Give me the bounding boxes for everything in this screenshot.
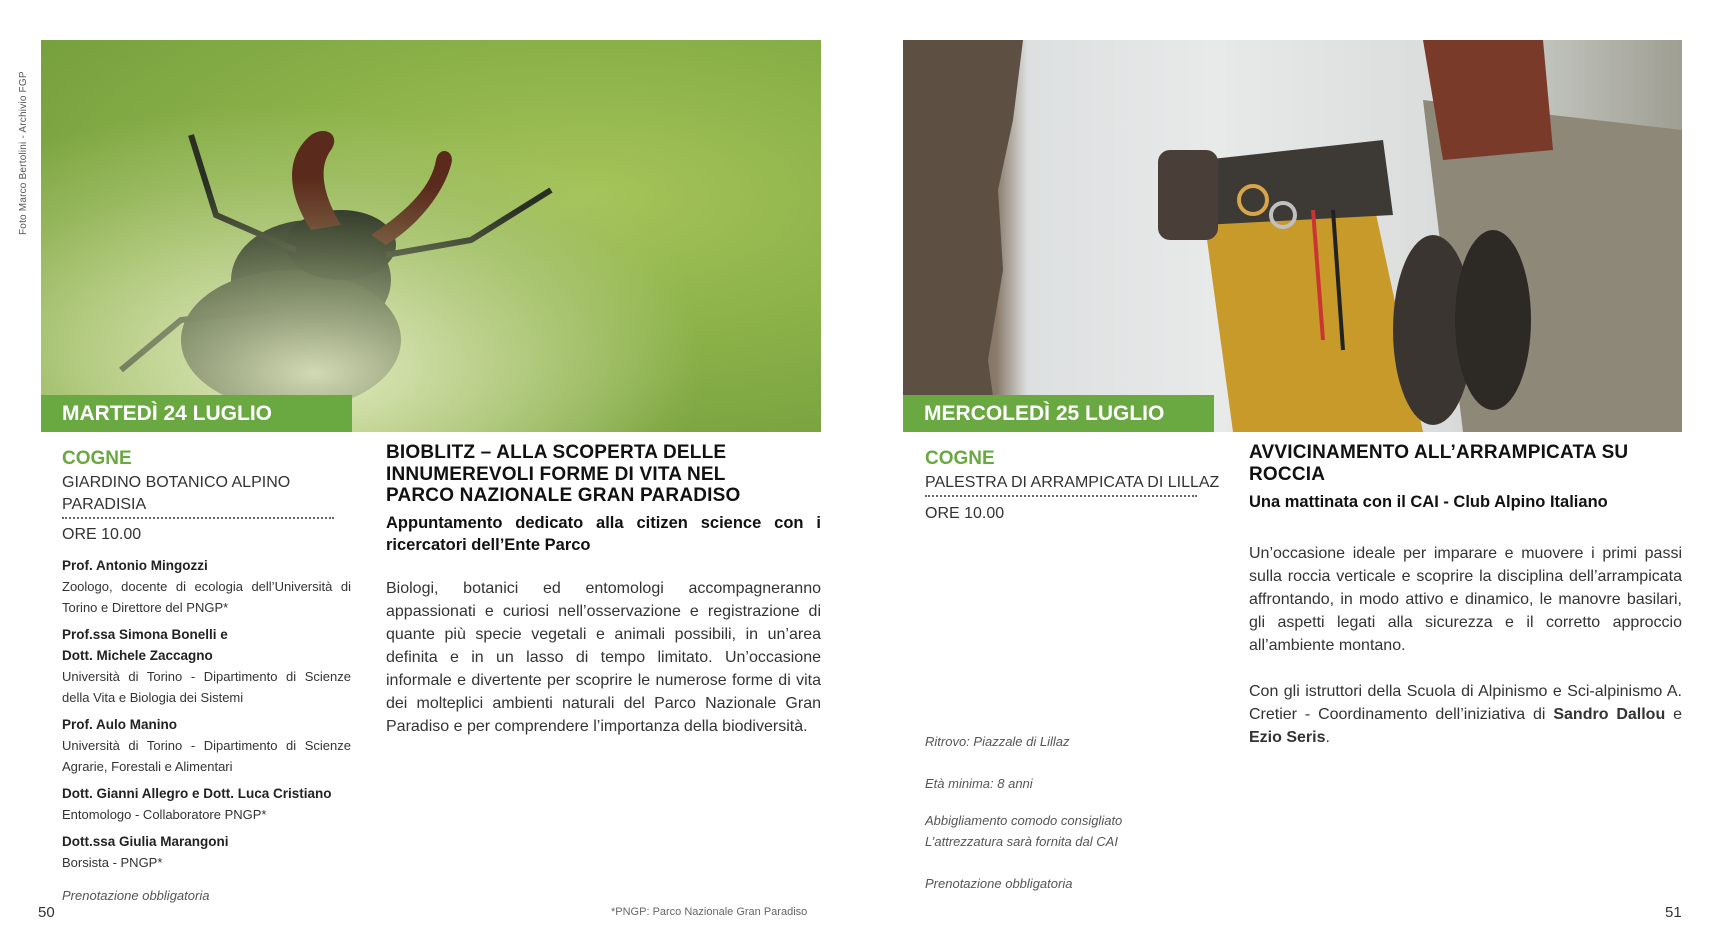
event-place: COGNE	[925, 448, 995, 469]
event-date-banner: MARTEDÌ 24 LUGLIO	[41, 395, 352, 432]
speaker-role: Borsista - PNGP*	[62, 855, 163, 870]
meeting-point: Ritrovo: Piazzale di Lillaz	[925, 734, 1070, 749]
stag-beetle-photo	[41, 40, 821, 432]
instructors-text: Con gli istruttori della Scuola di Alpinismo e Sci-alpinismo A. Cretier - Coordinamento dell’iniziativa di	[1249, 683, 1682, 723]
coordinator-name: Sandro Dallou	[1553, 706, 1666, 723]
coordinator-name: Ezio Seris	[1249, 729, 1326, 746]
conjunction: e	[1673, 706, 1682, 723]
speaker-role: Entomologo - Collaboratore PNGP*	[62, 807, 267, 822]
speaker-item	[62, 714, 351, 777]
speaker-role: Università di Torino - Dipartimento di Scienze della Vita e Biologia dei Sistemi	[62, 669, 351, 705]
event-title: BIOBLITZ – ALLA SCOPERTA DELLE INNUMEREVOLI FORME DI VITA NEL PARCO NAZIONALE GRAN PARADISO	[386, 442, 741, 506]
page-number: 50	[38, 904, 55, 921]
footnote: *PNGP: Parco Nazionale Gran Paradiso	[611, 906, 808, 918]
minimum-age: Età minima: 8 anni	[925, 776, 1033, 791]
period: .	[1325, 729, 1330, 746]
speaker-name: Dott.ssa Giulia Marangoni	[62, 834, 229, 849]
speaker-name: Prof.ssa Simona Bonelli e	[62, 627, 228, 642]
climbers-illustration	[903, 40, 1682, 432]
event-place: COGNE	[62, 448, 132, 469]
speaker-item	[62, 624, 351, 708]
speaker-name: Dott. Michele Zaccagno	[62, 648, 213, 663]
event-title: AVVICINAMENTO ALL’ARRAMPICATA SU ROCCIA	[1249, 442, 1629, 485]
event-description-instructors	[1249, 680, 1682, 749]
event-subtitle: Una mattinata con il CAI - Club Alpino Italiano	[1249, 493, 1608, 511]
dotted-divider	[62, 517, 334, 519]
event-description: Un’occasione ideale per imparare e muovere i primi passi sulla roccia verticale e scoprire la disciplina dell’arrampicata affrontando, in modo attivo e dinamico, le manovre basilari, gli aspetti legati alla sicurezza e il corretto approccio all’ambiente montano.	[1249, 545, 1682, 654]
speaker-item	[62, 831, 351, 873]
photo-credit: Foto Marco Bertolini - Archivio FGP	[18, 71, 29, 235]
speaker-item	[62, 783, 351, 825]
speaker-role: Zoologo, docente di ecologia dell’Università di Torino e Direttore del PNGP*	[62, 579, 351, 615]
speaker-role: Università di Torino - Dipartimento di Scienze Agrarie, Forestali e Alimentari	[62, 738, 351, 774]
speaker-name: Prof. Antonio Mingozzi	[62, 558, 208, 573]
dotted-divider	[925, 495, 1197, 497]
event-description: Biologi, botanici ed entomologi accompagneranno appassionati e curiosi nell’osservazione e registrazione di quante più specie vegetali e animali possibili, in un’area definita e in un lasso di tempo limitato. Un’occasione informale e divertente per scoprire le numerose forme di vita dei molteplici ambienti naturali del Parco Nazionale Gran Paradiso e per comprendere l’importanza della biodiversità.	[386, 580, 821, 735]
event-date-banner: MERCOLEDÌ 25 LUGLIO	[903, 395, 1214, 432]
climbing-gear-photo	[903, 40, 1682, 432]
event-subtitle: Appuntamento dedicato alla citizen science con i ricercatori dell’Ente Parco	[386, 514, 821, 554]
speaker-name: Prof. Aulo Manino	[62, 717, 177, 732]
event-venue-line2: PARADISIA	[62, 496, 147, 513]
event-venue-line1: GIARDINO BOTANICO ALPINO	[62, 474, 291, 491]
event-time: ORE 10.00	[62, 526, 142, 543]
clothing-note: Abbigliamento comodo consigliato	[925, 813, 1123, 828]
booking-note: Prenotazione obbligatoria	[62, 888, 210, 903]
speakers-list	[62, 555, 351, 873]
booking-note: Prenotazione obbligatoria	[925, 876, 1073, 891]
event-venue: PALESTRA DI ARRAMPICATA DI LILLAZ	[925, 474, 1220, 491]
page-number: 51	[1665, 904, 1682, 921]
speaker-item	[62, 555, 351, 618]
speaker-name: Dott. Gianni Allegro e Dott. Luca Cristiano	[62, 786, 332, 801]
event-time: ORE 10.00	[925, 505, 1005, 522]
stag-beetle-illustration	[41, 40, 821, 432]
equipment-note: L’attrezzatura sarà fornita dal CAI	[925, 834, 1118, 849]
